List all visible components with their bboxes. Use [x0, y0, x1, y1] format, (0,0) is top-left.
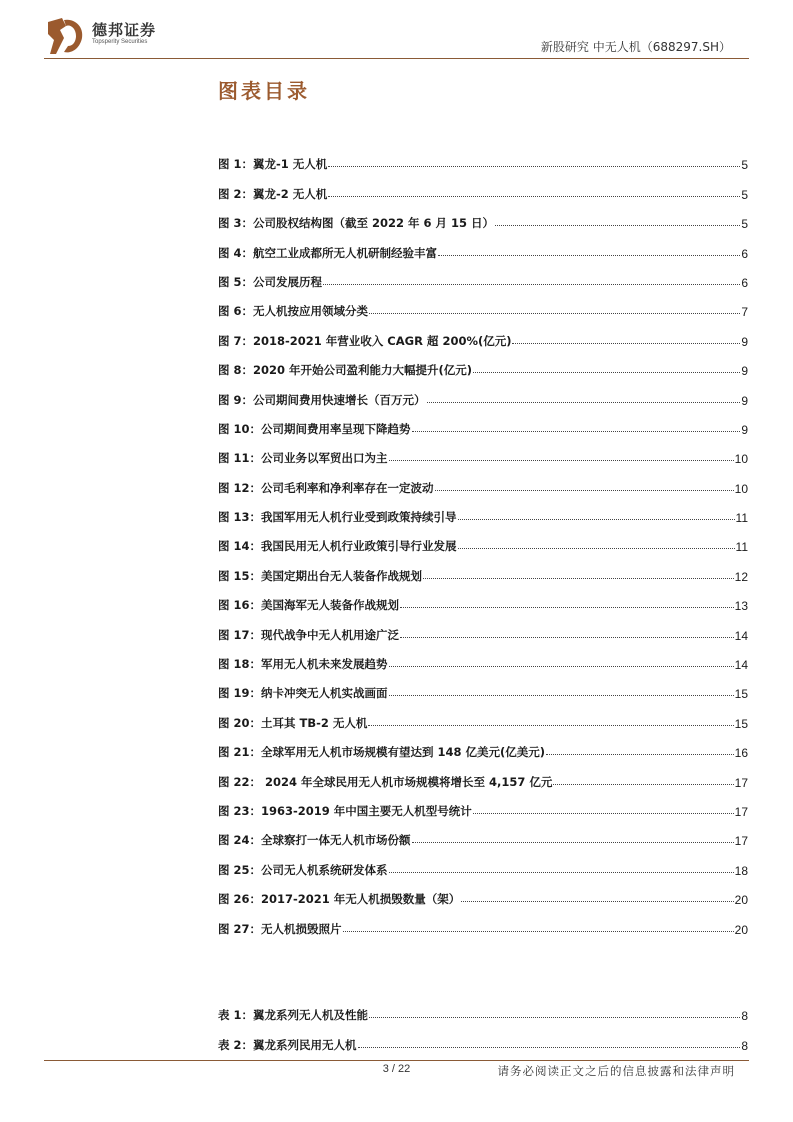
dot-leader	[427, 402, 741, 403]
dot-leader	[495, 225, 740, 226]
figure-entry-label: 图 11：公司业务以军贸出口为主	[218, 451, 388, 466]
figure-entry[interactable]	[218, 701, 748, 730]
figure-entry[interactable]	[218, 143, 748, 172]
figure-entry-page: 15	[734, 687, 748, 702]
figure-entry[interactable]	[218, 349, 748, 378]
table-entry-label: 表 2：翼龙系列民用无人机	[218, 1037, 357, 1052]
figure-entry-page: 11	[735, 540, 748, 555]
figure-entry-label: 图 6：无人机按应用领域分类	[218, 304, 369, 319]
brand-name-en: Topsperity Securities	[92, 39, 148, 45]
toc-title: 图表目录	[218, 79, 310, 103]
figure-entry[interactable]	[218, 319, 748, 348]
figure-entry-label: 图 10：公司期间费用率呈现下降趋势	[218, 421, 411, 436]
dot-leader	[343, 931, 734, 932]
figure-entry[interactable]	[218, 525, 748, 554]
dot-leader	[389, 666, 734, 667]
table-entry-label: 表 1：翼龙系列无人机及性能	[218, 1008, 369, 1023]
dot-leader	[412, 431, 741, 432]
figure-entry[interactable]	[218, 907, 748, 936]
figure-entry-page: 9	[741, 422, 748, 437]
dot-leader	[458, 519, 735, 520]
figure-list	[218, 143, 748, 937]
figure-entry-page: 10	[734, 452, 748, 467]
figure-entry-label: 图 3：公司股权结构图（截至 2022 年 6 月 15 日）	[218, 216, 495, 231]
figure-entry[interactable]	[218, 819, 748, 848]
dot-leader	[473, 813, 734, 814]
figure-entry-label: 图 22： 2024 年全球民用无人机市场规模将增长至 4,157 亿元	[218, 774, 553, 789]
figure-entry[interactable]	[218, 261, 748, 290]
figure-entry-label: 图 20：土耳其 TB-2 无人机	[218, 715, 368, 730]
figure-entry-label: 图 23：1963-2019 年中国主要无人机型号统计	[218, 803, 472, 818]
figure-entry-page: 10	[734, 481, 748, 496]
figure-entry-label: 图 16：美国海军无人装备作战规划	[218, 598, 400, 613]
brand-name-cn: 德邦证券	[92, 21, 157, 39]
table-entry[interactable]	[218, 994, 748, 1023]
dot-leader	[435, 490, 734, 491]
dot-leader	[400, 637, 734, 638]
dot-leader	[512, 343, 740, 344]
table-entry[interactable]	[218, 1023, 748, 1052]
figure-entry-label: 图 2：翼龙-2 无人机	[218, 186, 328, 201]
figure-entry[interactable]	[218, 172, 748, 201]
figure-entry-label: 图 5：公司发展历程	[218, 274, 323, 289]
figure-entry-label: 图 4：航空工业成都所无人机研制经验丰富	[218, 245, 438, 260]
figure-entry-label: 图 27：无人机损毁照片	[218, 921, 342, 936]
figure-entry-page: 6	[741, 275, 748, 290]
dot-leader	[389, 872, 734, 873]
figure-entry-label: 图 26：2017-2021 年无人机损毁数量（架）	[218, 892, 461, 907]
figure-entry-page: 13	[734, 599, 748, 614]
figure-entry[interactable]	[218, 672, 748, 701]
figure-entry-label: 图 12：公司毛利率和净利率存在一定波动	[218, 480, 434, 495]
figure-entry[interactable]	[218, 202, 748, 231]
dot-leader	[369, 313, 740, 314]
figure-entry[interactable]	[218, 848, 748, 877]
dot-leader	[473, 372, 740, 373]
figure-entry-label: 图 13：我国军用无人机行业受到政策持续引导	[218, 510, 457, 525]
figure-entry-label: 图 14：我国民用无人机行业政策引导行业发展	[218, 539, 457, 554]
figure-entry-label: 图 17：现代战争中无人机用途广泛	[218, 627, 400, 642]
figure-entry-page: 9	[741, 334, 748, 349]
dot-leader	[358, 1047, 741, 1048]
figure-entry-page: 16	[734, 746, 748, 761]
figure-entry-label: 图 18：军用无人机未来发展趋势	[218, 657, 388, 672]
figure-entry-label: 图 21：全球军用无人机市场规模有望达到 148 亿美元(亿美元)	[218, 745, 546, 760]
figure-entry-label: 图 19：纳卡冲突无人机实战画面	[218, 686, 388, 701]
figure-entry-page: 20	[734, 893, 748, 908]
figure-entry[interactable]	[218, 643, 748, 672]
figure-entry[interactable]	[218, 466, 748, 495]
table-entry-page: 8	[741, 1038, 748, 1053]
header-divider	[44, 58, 749, 59]
page-header	[0, 0, 793, 62]
disclaimer-text: 请务必阅读正文之后的信息披露和法律声明	[497, 1064, 735, 1078]
dot-leader	[368, 725, 733, 726]
figure-entry-label: 图 7：2018-2021 年营业收入 CAGR 超 200%(亿元)	[218, 333, 512, 348]
figure-entry-page: 6	[741, 246, 748, 261]
dot-leader	[389, 460, 734, 461]
figure-entry-page: 9	[741, 364, 748, 379]
footer-divider	[44, 1060, 749, 1061]
figure-entry-page: 20	[734, 922, 748, 937]
figure-entry-page: 11	[735, 511, 748, 526]
figure-entry[interactable]	[218, 290, 748, 319]
figure-entry-page: 17	[734, 834, 748, 849]
figure-entry[interactable]	[218, 554, 748, 583]
dot-leader	[323, 284, 740, 285]
figure-entry[interactable]	[218, 231, 748, 260]
figure-entry-page: 5	[741, 217, 748, 232]
dot-leader	[546, 754, 734, 755]
dot-leader	[423, 578, 734, 579]
figure-entry-page: 18	[734, 863, 748, 878]
figure-entry-page: 12	[734, 569, 748, 584]
figure-entry-label: 图 9：公司期间费用快速增长（百万元）	[218, 392, 426, 407]
dot-leader	[412, 842, 734, 843]
figure-entry[interactable]	[218, 437, 748, 466]
dot-leader	[438, 255, 740, 256]
figure-entry[interactable]	[218, 584, 748, 613]
figure-entry-label: 图 1：翼龙-1 无人机	[218, 157, 328, 172]
figure-entry-label: 图 8：2020 年开始公司盈利能力大幅提升(亿元)	[218, 363, 473, 378]
dot-leader	[458, 548, 735, 549]
table-entry-page: 8	[741, 1009, 748, 1024]
figure-entry[interactable]	[218, 760, 748, 789]
figure-entry-label: 图 25：公司无人机系统研发体系	[218, 862, 388, 877]
dot-leader	[553, 784, 733, 785]
figure-entry[interactable]	[218, 790, 748, 819]
figure-entry-page: 17	[734, 775, 748, 790]
dot-leader	[461, 901, 733, 902]
table-list	[218, 994, 748, 1053]
figure-entry-page: 14	[734, 628, 748, 643]
page-number: 3 / 22	[382, 1063, 411, 1075]
figure-entry-label: 图 24：全球察打一体无人机市场份额	[218, 833, 411, 848]
figure-entry-label: 图 15：美国定期出台无人装备作战规划	[218, 568, 423, 583]
dot-leader	[328, 166, 740, 167]
dot-leader	[328, 196, 740, 197]
figure-entry[interactable]	[218, 613, 748, 642]
figure-entry-page: 5	[741, 187, 748, 202]
dot-leader	[369, 1017, 740, 1018]
report-type-label: 新股研究 中无人机（688297.SH）	[540, 40, 731, 54]
figure-entry-page: 15	[734, 716, 748, 731]
figure-entry[interactable]	[218, 878, 748, 907]
figure-entry[interactable]	[218, 378, 748, 407]
figure-entry[interactable]	[218, 496, 748, 525]
figure-entry-page: 14	[734, 658, 748, 673]
dot-leader	[400, 607, 734, 608]
topsperity-logo-icon	[44, 16, 88, 56]
figure-entry[interactable]	[218, 731, 748, 760]
figure-entry[interactable]	[218, 408, 748, 437]
figure-entry-page: 7	[741, 305, 748, 320]
dot-leader	[389, 695, 734, 696]
figure-entry-page: 17	[734, 804, 748, 819]
figure-entry-page: 5	[741, 158, 748, 173]
figure-entry-page: 9	[741, 393, 748, 408]
